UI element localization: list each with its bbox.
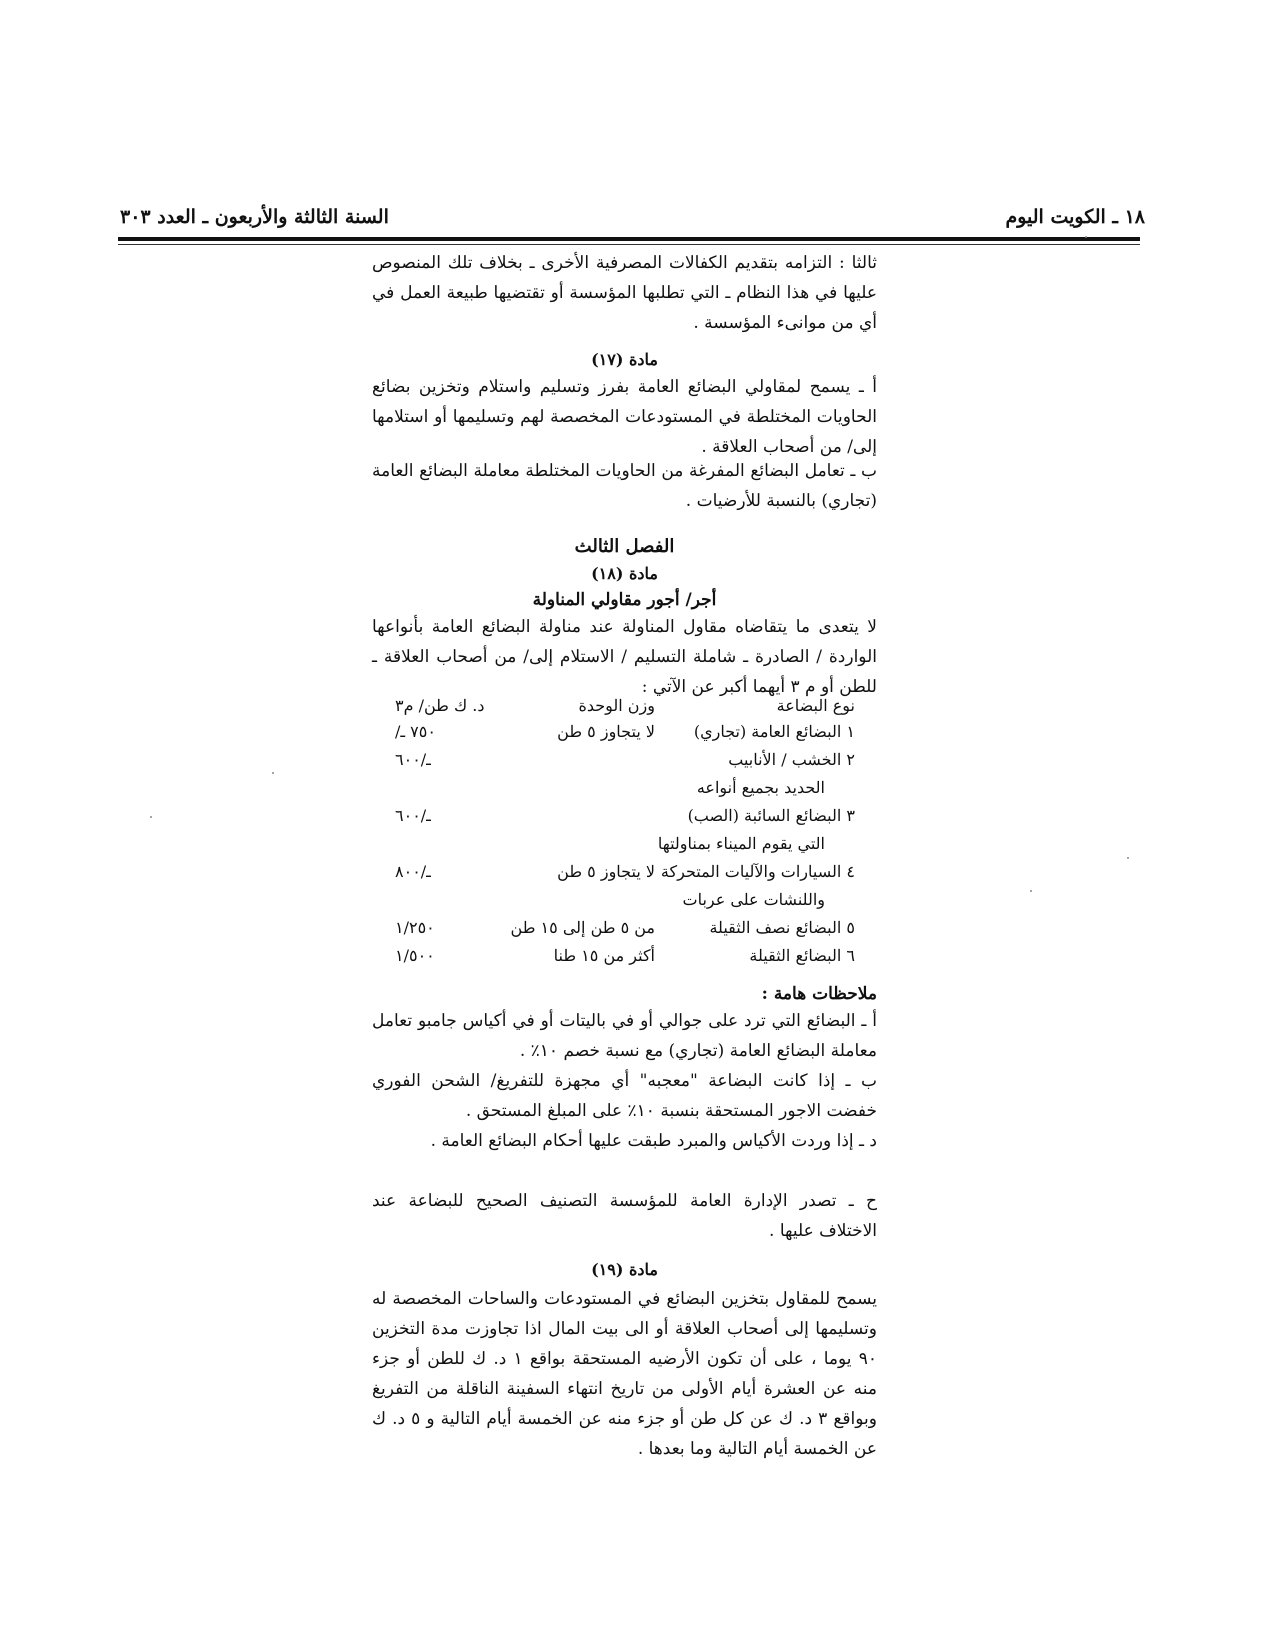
article19-text: يسمح للمقاول بتخزين البضائع في المستودعات والساحات المخصصة له وتسليمها إلى أصحاب العلاقة أو الى بيت المال اذا تجاوزت مدة التخزين ٩٠ يوما ، على أن تكون الأرضيه المستحقة بواقع ١ د. ك للطن أو جزء منه عن العشرة أيام الأولى من تاريخ انتهاء السفينة الناقلة من التفريغ وبواقع ٣ د. ك عن كل طن أو جزء منه عن الخمسة أيام التالية و ٥ د. ك عن الخمسة أيام التالية وما بعدها . <box>372 1289 878 1459</box>
scan-speck <box>272 772 274 774</box>
table-row <box>395 750 855 778</box>
note-d: د ـ إذا وردت الأكياس والمبرد طبقت عليها أحكام البضائع العامة . <box>430 1131 877 1151</box>
row-weight: لا يتجاوز ٥ طن <box>557 722 655 741</box>
issue-info: السنة الثالثة والأربعون ـ العدد ٣٠٣ <box>120 206 389 228</box>
row-type: ٣ البضائع السائبة (الصب) <box>687 806 855 825</box>
row-rate: ـ/٦٠٠ <box>395 806 431 825</box>
header-type: نوع البضاعة <box>776 696 855 715</box>
intro-paragraph: ثالثا : التزامه بتقديم الكفالات المصرفية الأخرى ـ بخلاف تلك المنصوص عليها في هذا النظام ـ التي تطلبها المؤسسة أو تقتضيها طبيعة العمل في أي من موانىء المؤسسة . <box>372 253 877 333</box>
row-weight: لا يتجاوز ٥ طن <box>557 862 655 881</box>
article17-clause-b: ب ـ تعامل البضائع المفرغة من الحاويات المختلطة معاملة البضائع العامة (تجاري) بالنسبة للأرضيات . <box>372 461 877 511</box>
table-row <box>395 806 855 834</box>
table-row <box>395 778 855 806</box>
chapter-title: الفصل الثالث <box>574 536 675 557</box>
row-rate: /٧٥٠ ـ <box>395 722 436 741</box>
header-rule-thin <box>118 244 1140 245</box>
row-rate: ١/٢٥٠ <box>395 918 435 937</box>
row-weight: من ٥ طن إلى ١٥ طن <box>510 918 655 937</box>
row-type: ١ البضائع العامة (تجاري) <box>693 722 855 741</box>
table-row <box>395 918 855 946</box>
note-h: ح ـ تصدر الإدارة العامة للمؤسسة التصنيف الصحيح للبضاعة عند الاختلاف عليها . <box>372 1191 877 1241</box>
table-row <box>395 834 855 862</box>
row-type: ٤ السيارات والآليات المتحركة <box>660 862 855 881</box>
scan-speck <box>1030 890 1032 892</box>
note-a: أ ـ البضائع التي ترد على جوالي أو في باليتات أو في أكياس جامبو تعامل معاملة البضائع العامة (تجاري) مع نسبة خصم ١٠٪ . <box>372 1011 877 1061</box>
row-rate: ـ/٨٠٠ <box>395 862 431 881</box>
scan-speck <box>1127 857 1129 859</box>
table-row <box>395 946 855 974</box>
article19-heading: مادة (١٩) <box>591 1260 658 1279</box>
row-rate: ١/٥٠٠ <box>395 946 435 965</box>
row-type: الحديد بجميع أنواعه <box>696 778 825 797</box>
article18-heading: مادة (١٨) <box>591 564 658 583</box>
notes-title: ملاحظات هامة : <box>761 984 877 1004</box>
row-type: التي يقوم الميناء بمناولتها <box>657 834 825 853</box>
note-b: ب ـ إذا كانت البضاعة "معجبه" أي مجهزة للتفريغ/ الشحن الفوري خفضت الاجور المستحقة بنسبة ١٠٪ على المبلغ المستحق . <box>372 1071 877 1121</box>
header-weight: وزن الوحدة <box>578 696 655 715</box>
rates-table-header <box>395 696 855 724</box>
row-type: ٥ البضائع نصف الثقيلة <box>709 918 855 937</box>
table-row <box>395 890 855 918</box>
article17-clause-a: أ ـ يسمح لمقاولي البضائع العامة بفرز وتسليم واستلام وتخزين بضائع الحاويات المختلطة في المستودعات المخصصة لهم وتسليمها أو استلامها إلى/ من أصحاب العلاقة . <box>372 377 877 457</box>
row-rate: ـ/٦٠٠ <box>395 750 431 769</box>
row-type: واللنشات على عربات <box>682 890 825 909</box>
row-type: ٢ الخشب / الأنابيب <box>728 750 855 769</box>
scan-speck <box>1085 236 1087 238</box>
row-type: ٦ البضائع الثقيلة <box>749 946 855 965</box>
article18-intro: لا يتعدى ما يتقاضاه مقاول المناولة عند مناولة البضائع العامة بأنواعها الواردة / الصادرة ـ شاملة التسليم / الاستلام إلى/ من أصحاب العلاقة ـ للطن أو م ٣ أيهما أكبر عن الآتي : <box>372 617 877 697</box>
page-number-publication: ١٨ ـ الكويت اليوم <box>1005 206 1145 228</box>
scan-speck <box>150 816 152 818</box>
row-weight: أكثر من ١٥ طنا <box>553 946 655 965</box>
article18-subheading: أجر/ أجور مقاولي المناولة <box>532 590 717 610</box>
header-rate: د. ك طن/ م٣ <box>395 696 485 715</box>
table-row <box>395 862 855 890</box>
header-rule <box>118 237 1140 241</box>
table-row <box>395 722 855 750</box>
article17-heading: مادة (١٧) <box>591 350 658 369</box>
